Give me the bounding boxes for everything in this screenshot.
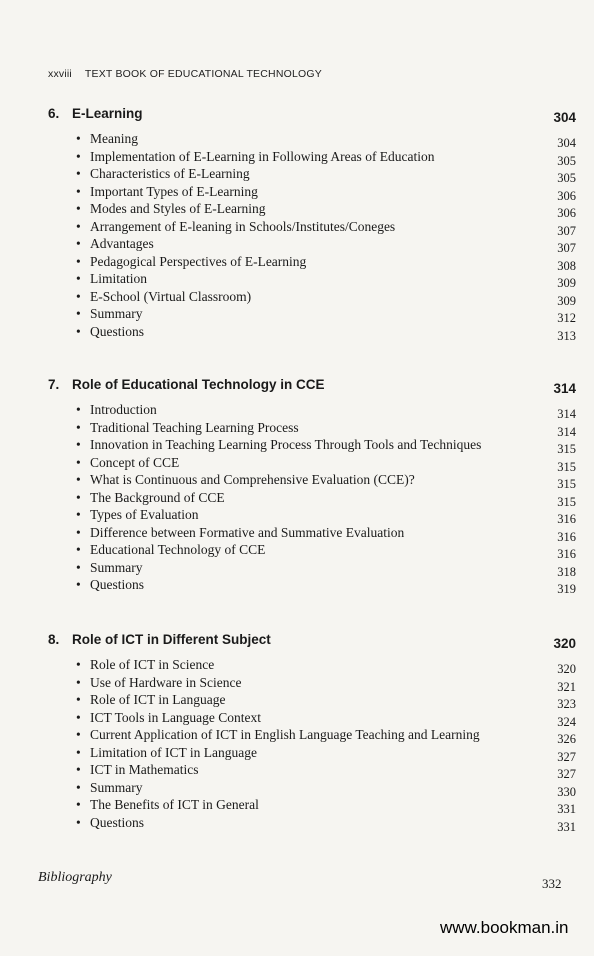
toc-entry	[48, 761, 576, 779]
bullet-icon: •	[76, 709, 81, 725]
toc-entry-title: The Benefits of ICT in General	[90, 797, 259, 812]
bullet-icon: •	[76, 454, 81, 470]
toc-entry-title: Questions	[90, 814, 144, 830]
toc-entry	[48, 323, 576, 341]
bullet-icon: •	[76, 218, 81, 234]
toc-entry	[48, 235, 576, 253]
toc-entry-title: Limitation	[90, 271, 147, 286]
toc-entry-page-number: 308	[557, 258, 576, 273]
toc-entry-title: Use of Hardware in Science	[90, 674, 242, 690]
toc-entry-page-number: 330	[557, 784, 576, 799]
bullet-icon: •	[76, 183, 81, 199]
toc-entry	[48, 218, 576, 236]
toc-entry-title: The Background of CCE	[90, 489, 225, 505]
toc-entry-title: Types of Evaluation	[90, 507, 199, 522]
toc-entry	[48, 489, 576, 507]
chapter-page-number: 320	[553, 636, 576, 651]
toc-entry-page-number: 316	[557, 547, 576, 561]
toc-entry-title: What is Continuous and Comprehensive Evaluation (CCE)?	[90, 472, 415, 487]
toc-entry-page-number: 306	[557, 206, 576, 220]
chapter-heading	[48, 632, 576, 656]
toc-entry-page-number: 318	[557, 564, 576, 579]
toc-entry	[48, 576, 576, 594]
toc-entry-page-number: 314	[557, 407, 576, 421]
chapter-title: Role of Educational Technology in CCE	[72, 377, 325, 392]
bullet-icon: •	[76, 814, 81, 830]
toc-entry-page-number: 313	[557, 328, 576, 343]
chapter-heading	[48, 377, 576, 401]
toc-entry-page-number: 309	[557, 293, 576, 308]
toc-entry-page-number: 307	[557, 241, 576, 255]
toc-entry-title: Arrangement of E-leaning in Schools/Institutes/Coneges	[90, 218, 396, 234]
bibliography-page-number: 332	[542, 876, 562, 891]
running-head-page-number: xxviii	[48, 68, 72, 80]
toc-entry-title: Advantages	[90, 236, 154, 251]
toc-entry-page-number: 307	[557, 223, 576, 238]
toc-entry	[48, 709, 576, 727]
chapter-number: 6.	[48, 106, 60, 121]
toc-entry-page-number: 312	[557, 311, 576, 325]
toc-entry-title: Innovation in Teaching Learning Process Through Tools and Techniques	[90, 437, 482, 452]
toc-entry-page-number: 331	[557, 819, 576, 834]
toc-entry	[48, 270, 576, 288]
bullet-icon: •	[76, 797, 81, 812]
toc-entry-page-number: 319	[557, 582, 576, 596]
toc-entry	[48, 471, 576, 489]
toc-entry	[48, 454, 576, 472]
toc-entry-page-number: 315	[557, 459, 576, 474]
toc-entry	[48, 200, 576, 218]
toc-entry	[48, 691, 576, 709]
toc-entry-page-number: 305	[557, 153, 576, 168]
toc-entry	[48, 436, 576, 454]
toc-chapter-8	[48, 632, 576, 834]
toc-entry-title: E-School (Virtual Classroom)	[90, 288, 252, 304]
toc-entry-title: Educational Technology of CCE	[90, 542, 266, 557]
toc-entry-title: Difference between Formative and Summative Evaluation	[90, 524, 405, 540]
bullet-icon: •	[76, 472, 81, 487]
bullet-icon: •	[76, 402, 81, 417]
toc-entry-title: Important Types of E-Learning	[90, 183, 258, 199]
bullet-icon: •	[76, 166, 81, 181]
toc-entry-page-number: 309	[557, 276, 576, 290]
bullet-icon: •	[76, 762, 81, 777]
toc-entry-page-number: 304	[557, 136, 576, 150]
toc-entry-title: Concept of CCE	[90, 454, 180, 470]
toc-entry	[48, 524, 576, 542]
toc-entry-title: Questions	[90, 323, 144, 339]
toc-entry-title: Role of ICT in Language	[90, 692, 226, 707]
bullet-icon: •	[76, 288, 81, 304]
toc-entry-page-number: 305	[557, 171, 576, 185]
toc-entry-title: Limitation of ICT in Language	[90, 744, 257, 760]
bullet-icon: •	[76, 674, 81, 690]
toc-entry-title: Traditional Teaching Learning Process	[90, 419, 299, 435]
toc-chapter-7	[48, 377, 576, 594]
running-head-title: TEXT BOOK OF EDUCATIONAL TECHNOLOGY	[84, 68, 322, 80]
toc-entry	[48, 814, 576, 832]
chapter-title: E-Learning	[72, 106, 143, 121]
toc-entry-page-number: 315	[557, 477, 576, 491]
running-head	[48, 68, 322, 80]
chapter-heading	[48, 106, 576, 130]
toc-entry-title: ICT in Mathematics	[90, 762, 199, 777]
bullet-icon: •	[76, 744, 81, 760]
bullet-icon: •	[76, 692, 81, 707]
bullet-icon: •	[76, 201, 81, 216]
toc-entry	[48, 744, 576, 762]
chapter-page-number: 314	[553, 381, 576, 396]
toc-entry-page-number: 315	[557, 494, 576, 509]
toc-entry-title: Modes and Styles of E-Learning	[90, 201, 266, 216]
toc-entry-page-number: 324	[557, 714, 576, 729]
toc-entry	[48, 559, 576, 577]
toc-entry-page-number: 316	[557, 529, 576, 544]
bullet-icon: •	[76, 437, 81, 452]
toc-entry-title: Summary	[90, 779, 143, 795]
toc-entry-page-number: 320	[557, 662, 576, 676]
toc-entry	[48, 541, 576, 559]
bullet-icon: •	[76, 559, 81, 575]
toc-entry-title: Summary	[90, 559, 143, 575]
toc-entry-title: ICT Tools in Language Context	[90, 709, 262, 725]
toc-entry-title: Pedagogical Perspectives of E-Learning	[90, 253, 307, 269]
toc-entry	[48, 253, 576, 271]
bullet-icon: •	[76, 236, 81, 251]
toc-entry	[48, 796, 576, 814]
toc-entry	[48, 674, 576, 692]
toc-entry-page-number: 306	[557, 188, 576, 203]
toc-entry	[48, 419, 576, 437]
toc-entry	[48, 726, 576, 744]
toc-entry-title: Questions	[90, 577, 144, 592]
toc-entry	[48, 779, 576, 797]
toc-entry-title: Meaning	[90, 131, 138, 146]
chapter-title: Role of ICT in Different Subject	[72, 632, 271, 647]
bullet-icon: •	[76, 542, 81, 557]
toc-entry	[48, 165, 576, 183]
toc-entry	[48, 288, 576, 306]
toc-entry-title: Introduction	[90, 402, 157, 417]
bullet-icon: •	[76, 131, 81, 146]
toc-chapter-6	[48, 106, 576, 343]
toc-entry-page-number: 327	[557, 749, 576, 764]
toc-entry-page-number: 316	[557, 512, 576, 526]
toc-entry-page-number: 314	[557, 424, 576, 439]
section-list	[48, 130, 576, 343]
toc-entry-page-number: 331	[557, 802, 576, 816]
bullet-icon: •	[76, 577, 81, 592]
bullet-icon: •	[76, 323, 81, 339]
toc-entry-title: Role of ICT in Science	[90, 657, 215, 672]
bullet-icon: •	[76, 271, 81, 286]
toc-entry-page-number: 315	[557, 442, 576, 456]
chapter-number: 7.	[48, 377, 60, 392]
section-list	[48, 401, 576, 594]
toc-entry	[48, 656, 576, 674]
toc-entry-title: Characteristics of E-Learning	[90, 166, 250, 181]
chapter-number: 8.	[48, 632, 60, 647]
bullet-icon: •	[76, 727, 81, 742]
bullet-icon: •	[76, 489, 81, 505]
bibliography-label: Bibliography	[38, 870, 112, 885]
toc-entry-page-number: 323	[557, 697, 576, 711]
toc-entry-page-number: 321	[557, 679, 576, 694]
bullet-icon: •	[76, 419, 81, 435]
toc-entry-page-number: 327	[557, 767, 576, 781]
toc-entry	[48, 183, 576, 201]
toc-entry-page-number: 326	[557, 732, 576, 746]
toc-entry	[48, 305, 576, 323]
bullet-icon: •	[76, 306, 81, 321]
chapter-page-number: 304	[553, 110, 576, 125]
toc-entry-title: Implementation of E-Learning in Following Areas of Education	[90, 148, 435, 164]
bullet-icon: •	[76, 507, 81, 522]
toc-entry-title: Current Application of ICT in English Language Teaching and Learning	[90, 727, 480, 742]
toc-entry	[48, 130, 576, 148]
section-list	[48, 656, 576, 834]
watermark-url: www.bookman.in	[440, 918, 569, 937]
toc-entry	[48, 148, 576, 166]
toc-entry	[48, 401, 576, 419]
toc-entry-title: Summary	[90, 306, 143, 321]
bullet-icon: •	[76, 657, 81, 672]
bullet-icon: •	[76, 253, 81, 269]
bullet-icon: •	[76, 779, 81, 795]
bullet-icon: •	[76, 148, 81, 164]
bullet-icon: •	[76, 524, 81, 540]
toc-entry	[48, 506, 576, 524]
